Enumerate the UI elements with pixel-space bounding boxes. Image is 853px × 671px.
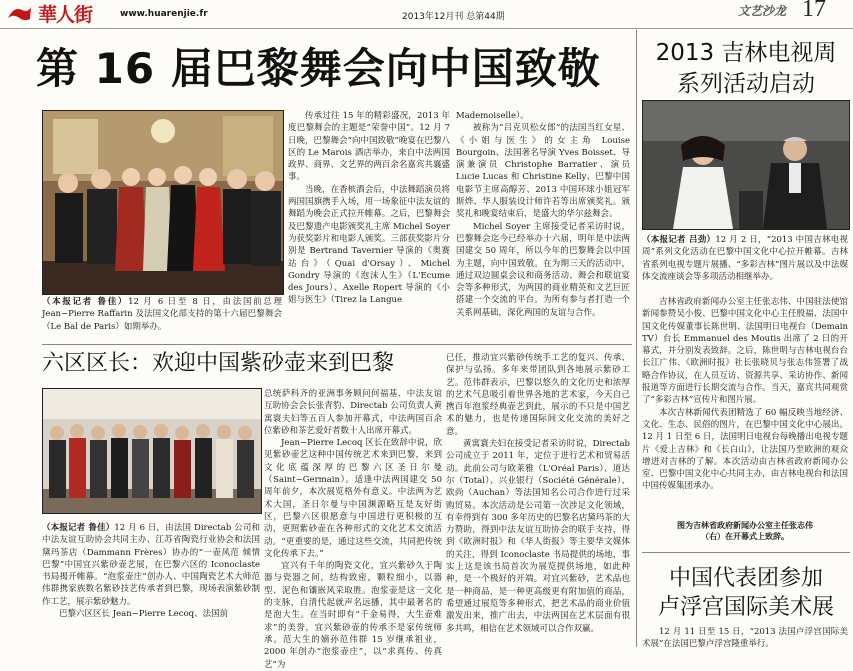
- main-article-column-2: [288, 110, 450, 343]
- paragraph: Jean−Pierre Lecoq 区长在致辞中说，欣见紫砂壶艺这种中国传统艺术来到巴黎，来到文化底蕴深厚的巴黎六区圣日尔曼（Saint−Germain）。适逢中法两国建交 50 周年前夕，本次展览格外有意义。中法两为艺术大国，圣日尔曼与中国渊源略互是友好街区，巴黎六区很愿意与中国进行更积极的互动，更照紫砂壶在各种形式的文化艺术交流活动。“更重要的是，通过这些交流，共同把传统文化传承下去。”: [264, 438, 442, 559]
- paragraph: 当晚，在香槟酒会后，中法舞蹈演员将两国国旗携手入场，用一场象征中法友谊的舞蹈为晚会正式拉开帷幕。之后，巴黎舞会及巴黎遗产电影颁奖礼主席 Michel Soyer 为获奖影片和电影人颁奖。三部获奖影片分别是 Bertrand Tavernier 导演的《奥赛站台》（Quai d'Orsay）、Michel Gondry 导演的《泡沫人生》（L'Ecume des Jours）、Axelle Ropert 导演的《小姐与医生》（Tirez la Langue: [288, 184, 450, 306]
- sidebar-divider: [642, 552, 850, 553]
- jilin-photo-scene: [643, 101, 849, 229]
- sidebar-headline-line2: 系列活动启动: [677, 71, 815, 97]
- sidebar-headline-line1: 2013 吉林电视周: [655, 40, 837, 66]
- sidebar-photo-note-line2: （右）在开幕式上致辞。: [701, 531, 789, 541]
- sidebar-bottom-headline: [642, 564, 850, 622]
- ball-photo-scene: [43, 111, 283, 294]
- second-article-column-3: [446, 352, 630, 647]
- issue-info: 2013年12月刊 总第44期: [402, 12, 505, 22]
- paragraph: 已任，推动宜兴紫砂传统手工艺的复兴、传承、保护与弘扬。多年来带团队到各地展示紫砂工艺。范伟群表示，巴黎以悠久的文化历史和浓厚的艺术气息吸引着世界各地的艺术家，今天自己携百年泡浆经典壶艺到此，展示的不只是中国艺术的魅力，也是传递国际间文化交流的美好之意。: [446, 353, 630, 437]
- paragraph: 12 月 11 日至 15 日，“2013 法国卢浮宫国际美术展”在法国巴黎卢浮宫隆重举行。: [642, 627, 848, 650]
- paragraph: 本次吉林新闻代表团精选了 60 幅反映当地经济、文化、生态、民俗的图片，在巴黎中国文化中心展出。12 月 1 日至 6 日，法国明日电视台每晚播出电视专题片《爱上吉林》和《长白山》，让法国乃至欧洲的观众增进对吉林的了解。本次活动由吉林省政府新闻办公室、巴黎中国文化中心共同主办，由吉林电视台和法国中国传媒集团承办。: [642, 407, 848, 492]
- sidebar-photo-caption: [642, 234, 848, 294]
- jilin-tv-photo: [642, 100, 850, 230]
- logo-flag-icon: [6, 4, 32, 22]
- main-headline: 第 16 届巴黎舞会向中国致敬: [36, 44, 601, 93]
- paragraph: 黄寓寰夫妇在接受记者采访时说，Directab 公司成立于 2011 年，定位于进行艺术和贸易活动。此前公司与欧莱雅（L'Oréal Paris）、道达尔（Total）、兴业银行（Société Générale）、欧尚（Auchan）等法国知名公司合作进行过采购贸易。本次活动是公司第一次涉足文化领域，有幸得到有 300 多年历史的巴黎名店黛玛茶的大力赞助，得到中法友谊互助协会的联手支持，得到《欧洲时报》和《华人街报》等主要华文媒体的关注，得到 Iconoclaste 书局提供的场地，事实上这是该书局首次为展览提供场地，如此种种，是一个极好的开端。对宜兴紫砂，艺术品也是一种商品，是一种更高级更有附加值的商品，希望通过展览等多种形式，把艺术品的商业价值激发出来，推广出去，中法两国在艺术层面有很多共鸣，相信在艺术领域可以合作双赢。: [446, 439, 630, 634]
- sidebar-bottom-headline-line2: 卢浮宫国际美术展: [657, 595, 834, 620]
- sidebar-photo-note: [642, 520, 848, 542]
- sidebar-bottom-body: [642, 626, 848, 650]
- paragraph: Mademoiselle）。: [456, 111, 529, 121]
- main-article-column-3: [456, 110, 630, 343]
- caption-byline: （本报记者 鲁佳）: [42, 523, 115, 533]
- sidebar-bottom-headline-line1: 中国代表团参加: [668, 566, 823, 591]
- paragraph: 被称为“吕克贝松女郎”的法国当红女星、《小姐与医生》的女主角 Louise Bourgoin、法国著名导演 Yves Boisset、导演兼演员 Christophe Barratier、演员 Lucie Lucas 和 Christine Kelly、巴黎中国电影节主席高醇芳、2013 中国环球小姐冠军斯烨、华人服装设计师许若等出席颁奖礼。颁奖礼和晚宴结束后，是盛大的华尔兹舞会。: [456, 123, 630, 220]
- caption-byline: （本报记者 鲁佳）: [42, 297, 129, 307]
- caption-text: 12 月 6 日，由法国 Directab 公司和中法友谊互助协会共同主办、江苏省陶瓷行业协会和法国黛玛茶店（Dammann Frères）协办的“一壶风范 倾情巴黎”中国宜兴紫砂壶艺展，在巴黎六区的 Iconoclaste 书局揭开帷幕。“泡浆壶庄”创办人、中国陶瓷艺术大师范伟群携家族数名紫砂技艺传承者到巴黎，现场表演紫砂制作工艺，展示紫砂魅力。: [42, 523, 260, 607]
- website-url: www.huarenjie.fr: [120, 9, 208, 19]
- caption-text: 12 月 2 日，“2013 中国吉林电视周”系列文化活动在巴黎中国文化中心拉开帷幕。吉林省系列电视专题片展播、“多彩吉林”图片展以及中法媒体交流座谈会等多项活动相继举办。: [642, 235, 848, 282]
- sidebar-photo-note-line1: 图为吉林省政府新闻办公室主任张志伟: [677, 520, 813, 530]
- caption-text: 12 月 6 日至 8 日，由法国前总理 Jean−Pierre Raffarin 及法国文化部支持的第十六届巴黎舞会（Le Bal de Paris）如期举办。: [42, 297, 282, 332]
- ball-photo: [42, 110, 284, 295]
- paragraph: 传承过往 15 年的精彩盛况，2013 年度巴黎舞会的主题是“荣誉中国”。12 月 7 日晚，巴黎舞会“向中国致敬”晚宴在巴黎八区的 Le Marois 酒店举办，来自中法两国政界、商界、文艺界的两百余名嘉宾共襄盛事。: [288, 111, 450, 183]
- paragraph: 总统萨科齐的亚洲事务顾问何福基、中法友谊互助协会会长张青豹、Directab 公司负责人黄寓寰夫妇等五百人参加开幕式，中法两国百余位紫砂和茶艺爱好者数十人出席开幕式。: [264, 389, 442, 436]
- column-divider: [636, 30, 637, 647]
- paragraph: 巴黎六区区长 Jean−Pierre Lecoq、法国前: [59, 609, 229, 620]
- second-photo-caption: [42, 522, 260, 647]
- section-name: 文艺沙龙: [738, 4, 787, 18]
- sidebar-body: [642, 296, 848, 518]
- paragraph: 宜兴有千年的陶瓷文化，宜兴紫砂久于陶器与瓷器之间，结构致密，颗粒细小，以器型、泥色和镶嵌风采取胜。泡浆壶是这一文化的支脉，自清代起就声名远播，其中最著名的是泡大生。在当时即有“千金易得，大生壶难求”的美誉，宜兴紫砂壶的传承不是家传统师承。范大生的嫡孙范伟群 15 岁继承祖业，2000 年创办“泡浆壶庄”，以“求真传、传真艺”为: [264, 561, 442, 670]
- second-article-column-2: [264, 388, 442, 670]
- second-headline: 六区区长：欢迎中国紫砂壶来到巴黎: [42, 351, 395, 376]
- newspaper-logo: 華人街: [38, 4, 93, 26]
- main-photo-caption: [42, 296, 282, 344]
- paragraph: Michel Soyer 主席接受记者采访时说，巴黎舞会迄今已经举办十六届，明年是中法两国建交 50 周年，所以今年的巴黎舞会以中国为主题，向中国致敬。在为期三天的活动中，通过双边圆桌会议和商务活动、舞会和联谊宴会等多种形式，为两国的商业精英和文艺巨匠搭建一个交流的平台。为所有参与者打造一个关系网基础，深化两国的友谊与合作。: [456, 221, 630, 318]
- zisha-photo-scene: [43, 389, 261, 513]
- page-number: 17: [802, 0, 826, 22]
- article-divider: [42, 344, 632, 345]
- caption-byline: （本报记者 吕劲）: [642, 235, 716, 245]
- paragraph: 吉林省政府新闻办公室主任张志伟、中国驻法使馆新闻参赞吴小俊、巴黎中国文化中心主任殷福、法国中国文化传媒董事长陈世明、法国明日电视台（Demain TV）台长 Emmanuel des Moutis 出席了 2 日的开幕式，并分别发表致辞。之后，陈世明与吉林电视台台长江广伟、《欧洲时报》社长张晓贝与张志伟签署了战略合作协议，在人员互访、资源共享、采访协作、新闻报道等方面进行长期交流与合作。当天，嘉宾共同观赏了“多彩吉林”宣传片和图片展。: [642, 297, 848, 406]
- zisha-exhibit-photo: [42, 388, 262, 514]
- sidebar-headline: [642, 38, 850, 100]
